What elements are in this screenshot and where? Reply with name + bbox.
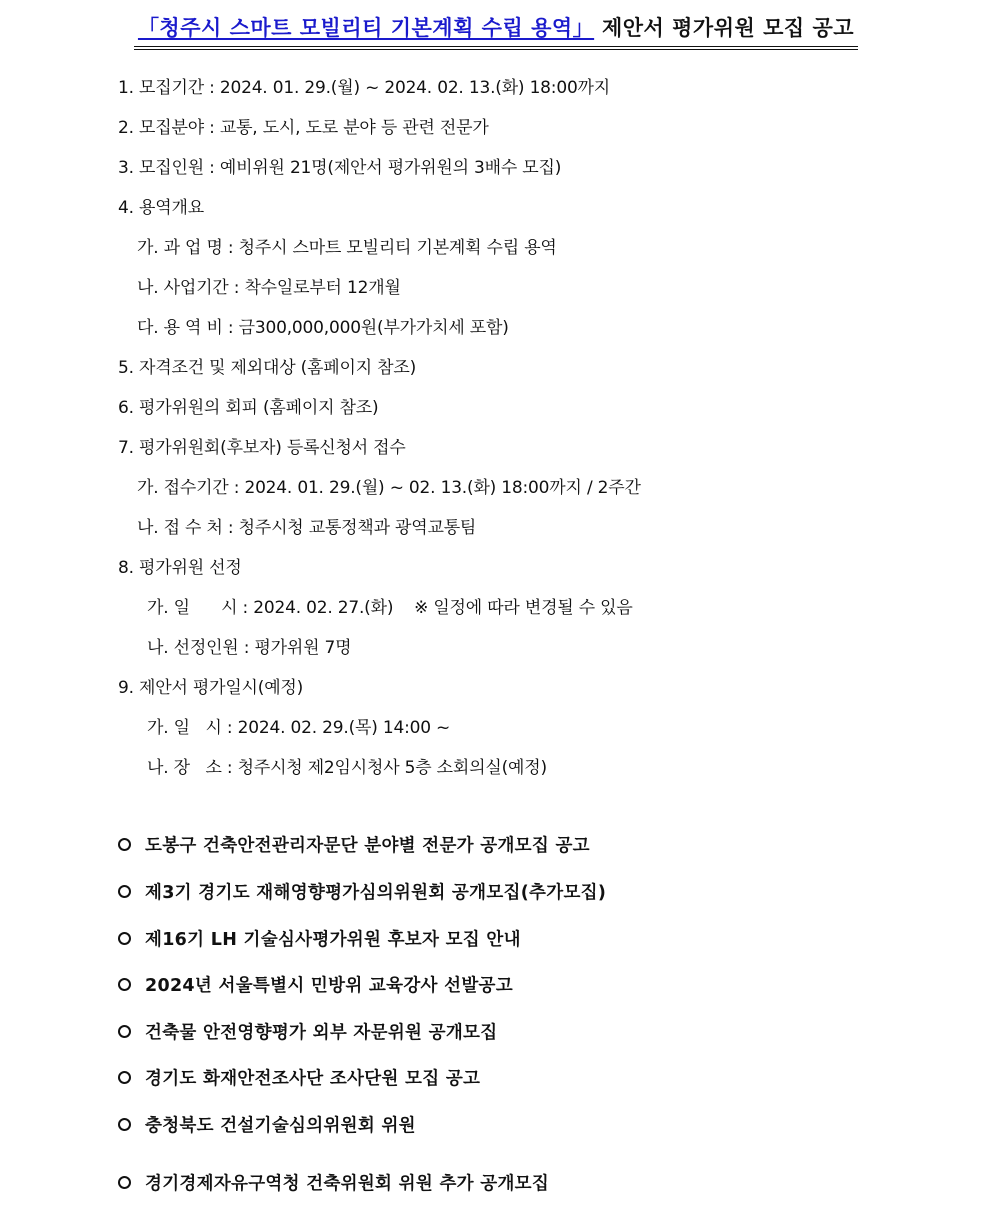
item-registration-office: 나. 접 수 처 : 청주시청 교통정책과 광역교통팀 — [137, 518, 477, 538]
circle-bullet-icon — [118, 885, 131, 898]
related-notice-link[interactable] — [118, 831, 590, 857]
related-notice-label: 건축물 안전영향평가 외부 자문위원 공개모집 — [145, 1022, 498, 1043]
notice-title-project: 「청주시 스마트 모빌리티 기본계획 수립 용역」 — [137, 16, 595, 40]
item-selection-date: 가. 일 시 : 2024. 02. 27.(화) ※ 일정에 따라 변경될 수 있음 — [147, 598, 633, 618]
related-notice-label: 충청북도 건설기술심의위원회 위원 — [145, 1115, 416, 1136]
item-registration-period: 가. 접수기간 : 2024. 01. 29.(월) ~ 02. 13.(화) 18:00까지 / 2주간 — [137, 478, 641, 498]
item-evaluation-place: 나. 장 소 : 청주시청 제2임시청사 5층 소회의실(예정) — [147, 758, 547, 778]
related-notice-label: 2024년 서울특별시 민방위 교육강사 선발공고 — [145, 975, 513, 996]
related-notice-link[interactable] — [118, 1111, 416, 1137]
circle-bullet-icon — [118, 932, 131, 945]
notice-title — [134, 12, 858, 50]
related-notice-label: 제3기 경기도 재해영향평가심의위원회 공개모집(추가모집) — [145, 882, 607, 903]
item-recusal: 6. 평가위원의 회피 (홈페이지 참조) — [118, 398, 379, 418]
item-evaluation-date: 가. 일 시 : 2024. 02. 29.(목) 14:00 ~ — [147, 718, 451, 738]
related-notice-link[interactable] — [118, 925, 521, 951]
related-notice-label: 제16기 LH 기술심사평가위원 후보자 모집 안내 — [145, 929, 521, 950]
item-selection: 8. 평가위원 선정 — [118, 558, 242, 578]
circle-bullet-icon — [118, 1025, 131, 1038]
item-service-duration: 나. 사업기간 : 착수일로부터 12개월 — [137, 278, 401, 298]
item-service-overview: 4. 용역개요 — [118, 198, 204, 218]
related-notice-link[interactable] — [118, 1064, 480, 1090]
item-service-cost: 다. 용 역 비 : 금300,000,000원(부가가치세 포함) — [137, 318, 509, 338]
circle-bullet-icon — [118, 1118, 131, 1131]
related-notice-label: 경기경제자유구역청 건축위원회 위원 추가 공개모집 — [145, 1173, 550, 1194]
item-selection-count: 나. 선정인원 : 평가위원 7명 — [147, 638, 352, 658]
item-evaluation-schedule: 9. 제안서 평가일시(예정) — [118, 678, 304, 698]
circle-bullet-icon — [118, 838, 131, 851]
related-notice-label: 경기도 화재안전조사단 조사단원 모집 공고 — [145, 1068, 481, 1089]
related-notice-link[interactable] — [118, 878, 606, 904]
notice-title-wrap — [0, 12, 992, 50]
related-notice-link[interactable] — [118, 1169, 549, 1195]
related-notice-label: 도봉구 건축안전관리자문단 분야별 전문가 공개모집 공고 — [145, 835, 590, 856]
related-notice-link[interactable] — [118, 971, 513, 997]
item-recruit-field: 2. 모집분야 : 교통, 도시, 도로 분야 등 관련 전문가 — [118, 118, 489, 138]
circle-bullet-icon — [118, 1176, 131, 1189]
notice-title-subject: 제안서 평가위원 모집 공고 — [601, 16, 855, 40]
circle-bullet-icon — [118, 978, 131, 991]
item-qualification: 5. 자격조건 및 제외대상 (홈페이지 참조) — [118, 358, 417, 378]
circle-bullet-icon — [118, 1071, 131, 1084]
related-notice-link[interactable] — [118, 1018, 497, 1044]
item-recruit-count: 3. 모집인원 : 예비위원 21명(제안서 평가위원의 3배수 모집) — [118, 158, 562, 178]
item-registration: 7. 평가위원회(후보자) 등록신청서 접수 — [118, 438, 406, 458]
item-recruit-period: 1. 모집기간 : 2024. 01. 29.(월) ~ 2024. 02. 13.(화) 18:00까지 — [118, 78, 611, 98]
item-service-name: 가. 과 업 명 : 청주시 스마트 모빌리티 기본계획 수립 용역 — [137, 238, 557, 258]
